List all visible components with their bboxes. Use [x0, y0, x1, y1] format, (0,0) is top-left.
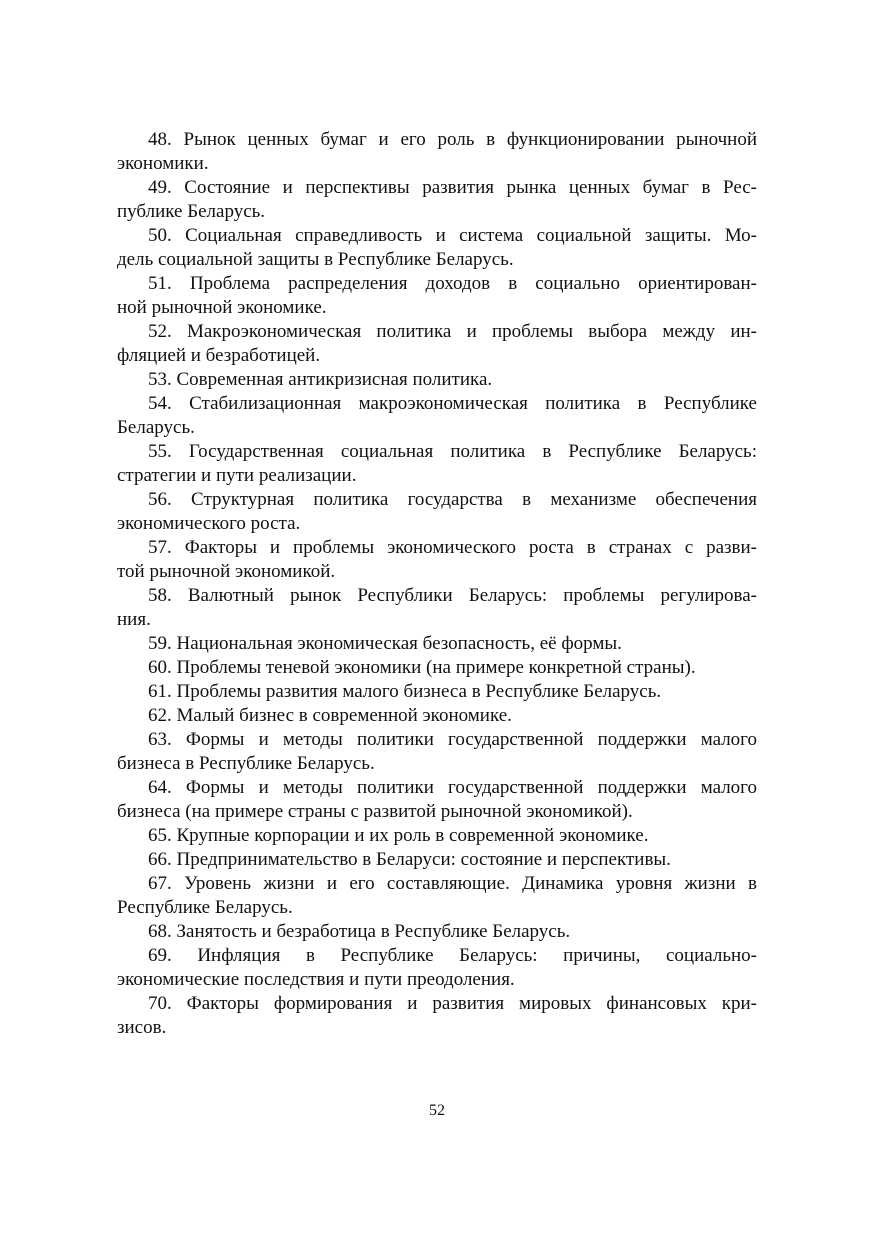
item-continuation-line: экономического роста. [117, 513, 301, 534]
item-first-line: 62. Малый бизнес в современной экономике. [148, 705, 512, 726]
list-item [117, 224, 757, 272]
list-item [117, 680, 757, 704]
item-first-line: 50. Социальная справедливость и система социальной защиты. Мо- [148, 225, 757, 246]
item-first-line: 48. Рынок ценных бумаг и его роль в функционировании рыночной [148, 129, 757, 150]
list-item [117, 176, 757, 224]
item-continuation-line: бизнеса (на примере страны с развитой рыночной экономикой). [117, 801, 633, 822]
item-continuation-line: Беларусь. [117, 417, 195, 438]
list-item [117, 272, 757, 320]
list-item [117, 392, 757, 440]
item-first-line: 61. Проблемы развития малого бизнеса в Республике Беларусь. [148, 681, 662, 702]
item-first-line: 65. Крупные корпорации и их роль в современной экономике. [148, 825, 649, 846]
page-number: 52 [429, 1102, 445, 1119]
list-item [117, 872, 757, 920]
item-first-line: 66. Предпринимательство в Беларуси: состояние и перспективы. [148, 849, 671, 870]
list-item [117, 632, 757, 656]
item-first-line: 70. Факторы формирования и развития мировых финансовых кри- [148, 993, 757, 1014]
list-item [117, 704, 757, 728]
list-item [117, 728, 757, 776]
item-first-line: 68. Занятость и безработица в Республике Беларусь. [148, 921, 571, 942]
item-continuation-line: Республике Беларусь. [117, 897, 293, 918]
list-item [117, 848, 757, 872]
list-item [117, 368, 757, 392]
topic-list [117, 128, 757, 1040]
item-continuation-line: зисов. [117, 1017, 167, 1038]
item-first-line: 56. Структурная политика государства в механизме обеспечения [148, 489, 757, 510]
item-first-line: 57. Факторы и проблемы экономического роста в странах с разви- [148, 537, 757, 558]
item-continuation-line: фляцией и безработицей. [117, 345, 321, 366]
item-first-line: 51. Проблема распределения доходов в социально ориентирован- [148, 273, 757, 294]
list-item [117, 656, 757, 680]
item-first-line: 58. Валютный рынок Республики Беларусь: проблемы регулирова- [148, 585, 757, 606]
item-first-line: 63. Формы и методы политики государственной поддержки малого [148, 729, 757, 750]
item-first-line: 52. Макроэкономическая политика и проблемы выбора между ин- [148, 321, 757, 342]
list-item [117, 920, 757, 944]
item-continuation-line: ной рыночной экономике. [117, 297, 327, 318]
list-item [117, 320, 757, 368]
item-first-line: 59. Национальная экономическая безопасность, её формы. [148, 633, 622, 654]
item-first-line: 53. Современная антикризисная политика. [148, 369, 493, 390]
item-continuation-line: стратегии и пути реализации. [117, 465, 357, 486]
item-continuation-line: дель социальной защиты в Республике Беларусь. [117, 249, 514, 270]
item-first-line: 55. Государственная социальная политика в Республике Беларусь: [148, 441, 757, 462]
item-continuation-line: ния. [117, 609, 151, 630]
item-first-line: 54. Стабилизационная макроэкономическая политика в Республике [148, 393, 757, 414]
item-first-line: 64. Формы и методы политики государственной поддержки малого [148, 777, 757, 798]
list-item [117, 536, 757, 584]
list-item [117, 944, 757, 992]
list-item [117, 776, 757, 824]
item-continuation-line: экономики. [117, 153, 209, 174]
list-item [117, 488, 757, 536]
item-continuation-line: той рыночной экономикой. [117, 561, 336, 582]
item-first-line: 67. Уровень жизни и его составляющие. Динамика уровня жизни в [148, 873, 757, 894]
item-first-line: 60. Проблемы теневой экономики (на примере конкретной страны). [148, 657, 696, 678]
item-first-line: 49. Состояние и перспективы развития рынка ценных бумаг в Рес- [148, 177, 757, 198]
list-item [117, 128, 757, 176]
item-continuation-line: экономические последствия и пути преодоления. [117, 969, 515, 990]
list-item [117, 440, 757, 488]
list-item [117, 584, 757, 632]
item-continuation-line: бизнеса в Республике Беларусь. [117, 753, 375, 774]
list-item [117, 824, 757, 848]
item-first-line: 69. Инфляция в Республике Беларусь: причины, социально- [148, 945, 757, 966]
item-continuation-line: публике Беларусь. [117, 201, 266, 222]
list-item [117, 992, 757, 1040]
